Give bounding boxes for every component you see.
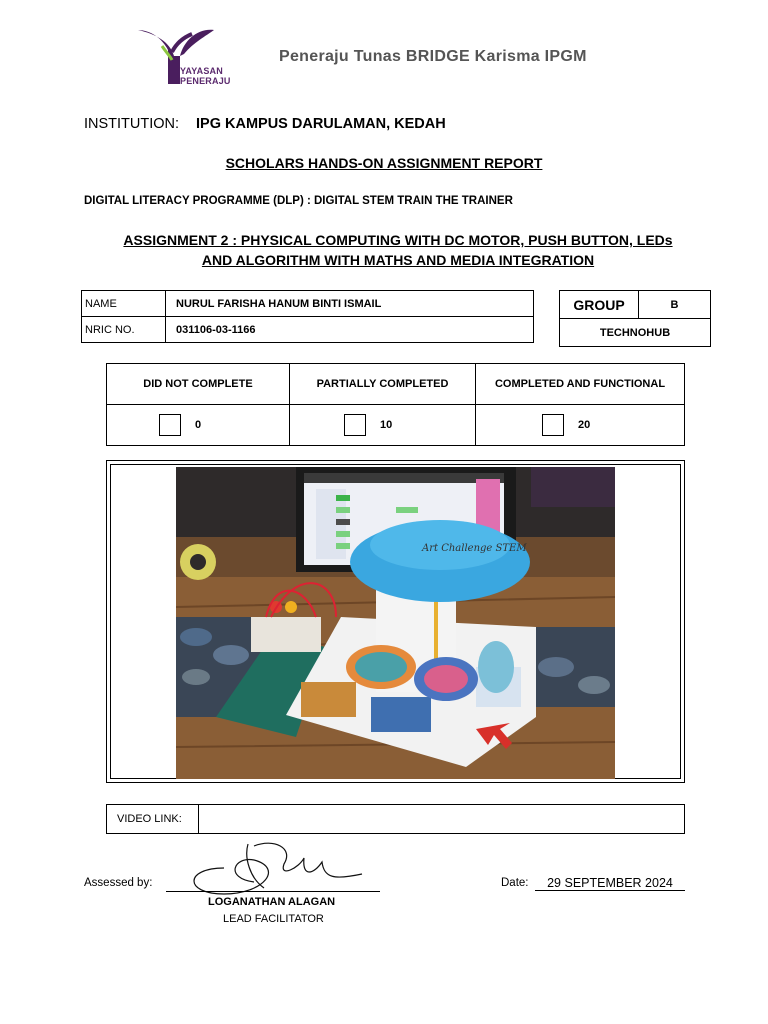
score-header: COMPLETED AND FUNCTIONAL	[476, 364, 685, 405]
assessor-role: LEAD FACILITATOR	[223, 913, 324, 925]
nric-row	[82, 317, 534, 343]
score-header: DID NOT COMPLETE	[107, 364, 290, 405]
assessor-signature	[184, 838, 364, 902]
date-label: Date:	[501, 877, 529, 889]
signature-line	[166, 891, 380, 892]
assessor-name: LOGANATHAN ALAGAN	[208, 896, 336, 908]
umbrella-text: Art Challenge STEM	[422, 543, 527, 554]
score-value: 20	[578, 418, 591, 431]
name-row	[82, 291, 534, 317]
institution-value: IPG KAMPUS DARULAMAN, KEDAH	[196, 116, 446, 132]
group-value: B	[639, 291, 711, 319]
assignment-title: ASSIGNMENT 2 : PHYSICAL COMPUTING WITH DC MOTOR, PUSH BUTTON, LEDs AND ALGORITHM WITH MATHS AND MEDIA INTEGRATION	[123, 232, 673, 268]
score-value: 0	[195, 418, 202, 431]
score-checkbox[interactable]	[542, 414, 564, 436]
score-cell	[107, 405, 290, 446]
group-label: GROUP	[560, 291, 639, 319]
score-checkbox[interactable]	[344, 414, 366, 436]
team-name: TECHNOHUB	[560, 319, 711, 347]
nric-label: NRIC NO.	[82, 317, 166, 343]
project-photo	[176, 467, 615, 779]
nric-value: 031106-03-1166	[166, 317, 534, 343]
date-value: 29 SEPTEMBER 2024	[535, 876, 685, 891]
header-title: Peneraju Tunas BRIDGE Karisma IPGM	[279, 48, 587, 65]
report-title: SCHOLARS HANDS-ON ASSIGNMENT REPORT	[225, 155, 543, 171]
video-link-table	[106, 804, 685, 834]
video-link-value[interactable]	[199, 805, 685, 834]
name-value: NURUL FARISHA HANUM BINTI ISMAIL	[166, 291, 534, 317]
student-info-table	[81, 290, 534, 343]
group-table	[559, 290, 711, 347]
scoring-header-row	[107, 364, 685, 405]
score-value: 10	[380, 418, 393, 431]
logo-text: YAYASAN PENERAJU	[180, 66, 231, 86]
video-link-label: VIDEO LINK:	[107, 805, 199, 834]
score-cell	[290, 405, 476, 446]
name-label: NAME	[82, 291, 166, 317]
score-checkbox[interactable]	[159, 414, 181, 436]
institution-label: INSTITUTION:	[84, 116, 180, 132]
score-header: PARTIALLY COMPLETED	[290, 364, 476, 405]
score-cell	[476, 405, 685, 446]
scoring-table	[106, 363, 685, 446]
programme-title: DIGITAL LITERACY PROGRAMME (DLP) : DIGITAL STEM TRAIN THE TRAINER	[84, 195, 513, 207]
scoring-value-row	[107, 405, 685, 446]
assessed-by-label: Assessed by:	[84, 877, 153, 889]
